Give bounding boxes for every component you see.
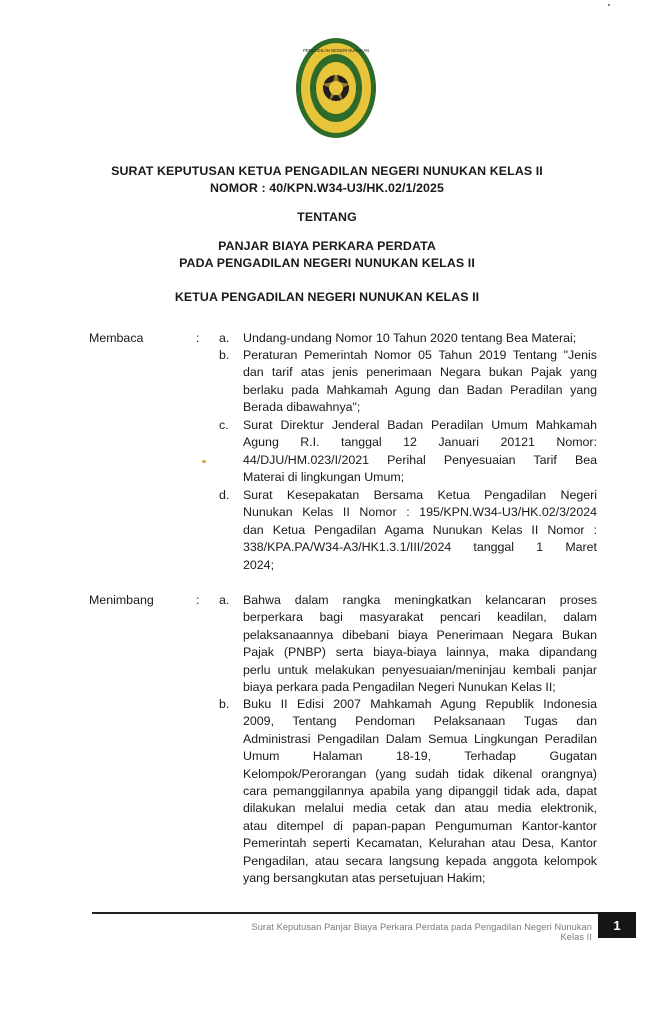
text-line: Buku II Edisi 2007 Mahkamah Agung Republik Indonesia — [243, 697, 597, 711]
text-line: Berada dibawahnya"; — [243, 400, 361, 415]
membaca-label: Membaca — [89, 331, 144, 345]
text-line: 2024; — [243, 557, 275, 572]
menimbang-label: Menimbang — [89, 593, 154, 607]
text-line: 44/DJU/HM.023/I/2021 Perihal Penyesuaian Tarif Bea — [243, 452, 597, 467]
item-marker: b. — [219, 697, 230, 711]
text-line: Materai di lingkungan Umum; — [243, 470, 405, 485]
text-line: Pemerintah seperti Kecamatan, Kelurahan atau Desa, Kantor — [243, 836, 597, 851]
text-line: Pajak (PNBP) serta biaya-biaya lainnya, maka dipandang — [243, 645, 597, 660]
text-line: biaya perkara pada Pengadilan Negeri Nunukan Kelas II; — [243, 680, 556, 695]
item-marker: a. — [219, 593, 230, 607]
text-line: Nunukan Kelas II Nomor : 195/KPN.W34-U3/HK.02/3/2024 — [243, 505, 597, 520]
court-emblem-icon — [294, 36, 378, 140]
text-line: dan tarif atas jenis penerimaan Negara bukan Pajak yang — [243, 365, 597, 380]
text-line: Umum Halaman 18-19, Terhadap Gugatan — [243, 749, 597, 764]
subject-line-1: PANJAR BIAYA PERKARA PERDATA — [218, 239, 436, 253]
decree-title: SURAT KEPUTUSAN KETUA PENGADILAN NEGERI NUNUKAN KELAS II — [111, 164, 543, 178]
footer-caption: Surat Keputusan Panjar Biaya Perkara Perdata pada Pengadilan Negeri Nunukan Kelas II — [251, 922, 592, 942]
decree-number: NOMOR : 40/KPN.W34-U3/HK.02/1/2025 — [209, 181, 445, 195]
item-marker: a. — [219, 331, 230, 345]
text-line: Peraturan Pemerintah Nomor 05 Tahun 2019 Tentang "Jenis — [243, 348, 597, 362]
text-line: Surat Kesepakatan Bersama Ketua Pengadilan Negeri — [243, 488, 597, 502]
tentang-heading: TENTANG — [297, 210, 357, 224]
text-line: berperkara bagi masyarakat pencari keadilan, dalam — [243, 610, 597, 625]
logo-ring-text: PENGADILAN NEGERI NUNUKAN — [302, 48, 370, 53]
item-marker: b. — [219, 348, 230, 362]
text-line: 338/KPA.PA/W34-A3/HK1.3.1/III/2024 tanggal 1 Maret — [243, 540, 597, 555]
scan-speck — [608, 4, 610, 6]
menimbang-colon: : — [196, 593, 200, 607]
text-line: dilakukan melalui media cetak dan atau media elektronik, — [243, 801, 597, 816]
item-marker: d. — [219, 488, 230, 502]
membaca-colon: : — [196, 331, 200, 345]
text-line: Surat Direktur Jenderal Badan Peradilan Umum Mahkamah — [243, 418, 597, 432]
subject-line-2: PADA PENGADILAN NEGERI NUNUKAN KELAS II — [179, 256, 475, 270]
item-marker: c. — [219, 418, 229, 432]
text-line: berlaku pada Mahkamah Agung dan Badan Peradilan yang — [243, 382, 597, 397]
text-line: cara pemanggilannya apabila yang dipanggil tidak ada, dapat — [243, 784, 597, 799]
text-line: Agung R.I. tanggal 12 Januari 20121 Nomor: — [243, 435, 597, 450]
authority-heading: KETUA PENGADILAN NEGERI NUNUKAN KELAS II — [174, 290, 480, 304]
text-line: atau ditempel di papan-papan Pengumuman Kantor-kantor — [243, 818, 597, 833]
scan-mark — [202, 460, 206, 463]
text-line: perlu untuk melakukan penyesuaian/meninjau kembali panjar — [243, 662, 597, 677]
text-line: Pengadilan, atau secara langsung kepada anggota kelompok — [243, 853, 597, 868]
text-line: Administrasi Pengadilan Dalam Semua Lingkungan Peradilan — [243, 731, 597, 746]
text-line: 2009, Tentang Pendoman Pelaksanaan Tugas dan — [243, 714, 597, 729]
text-line: Bahwa dalam rangka meningkatkan kelancaran proses — [243, 593, 597, 607]
footer-divider — [92, 912, 598, 914]
text-line: dan Ketua Pengadilan Agama Nunukan Kelas II Nomor : — [243, 522, 597, 537]
text-line: yang bersangkutan atas persetujuan Hakim; — [243, 871, 486, 886]
text-line: pelaksanaannya dibebani biaya Penerimaan Negara Bukan — [243, 627, 597, 642]
text-line: Undang-undang Nomor 10 Tahun 2020 tentang Bea Materai; — [243, 331, 577, 345]
page-number-badge: 1 — [598, 912, 636, 938]
text-line: Kelompok/Perorangan (yang sudah tidak dikenal orangnya) — [243, 766, 597, 781]
